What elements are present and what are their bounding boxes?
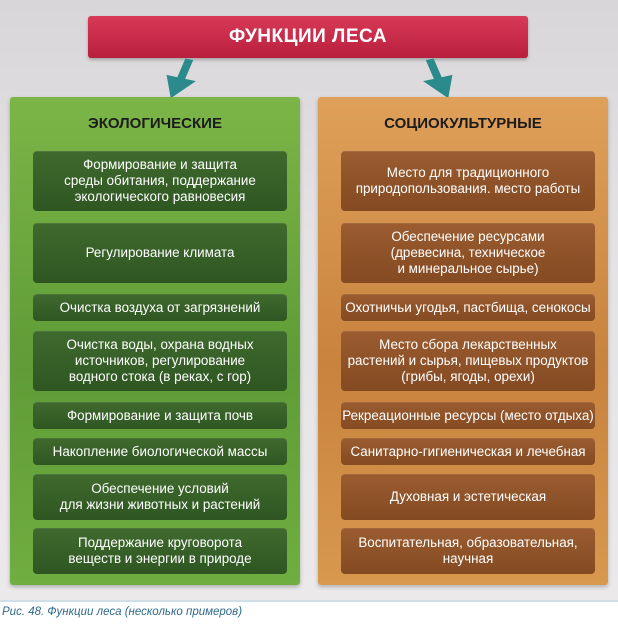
sociocultural-item: Охотничьи угодья, пастбища, сенокосы — [341, 294, 595, 321]
diagram-title: ФУНКЦИИ ЛЕСА — [88, 16, 528, 58]
ecological-item: Поддержание круговорота веществ и энергии в природе — [33, 528, 287, 574]
ecological-item: Обеспечение условий для жизни животных и растений — [33, 474, 287, 520]
ecological-item: Очистка воды, охрана водных источников, регулирование водного стока (в реках, с гор) — [33, 331, 287, 391]
sociocultural-column — [318, 97, 608, 585]
sociocultural-item: Обеспечение ресурсами (древесина, техническое и минеральное сырье) — [341, 223, 595, 283]
sociocultural-item: Санитарно-гигиеническая и лечебная — [341, 438, 595, 465]
sociocultural-item: Рекреационные ресурсы (место отдыха) — [341, 402, 595, 429]
caption-divider — [0, 600, 618, 602]
ecological-column — [10, 97, 300, 585]
ecological-item: Очистка воздуха от загрязнений — [33, 294, 287, 321]
sociocultural-item: Духовная и эстетическая — [341, 474, 595, 520]
sociocultural-item: Место для традиционного природопользования. место работы — [341, 151, 595, 211]
ecological-item: Накопление биологической массы — [33, 438, 287, 465]
ecological-item: Регулирование климата — [33, 223, 287, 283]
arrow-down-left-icon — [163, 56, 199, 102]
arrow-down-right-icon — [420, 56, 456, 102]
sociocultural-item: Воспитательная, образовательная, научная — [341, 528, 595, 574]
ecological-header: ЭКОЛОГИЧЕСКИЕ — [88, 115, 222, 132]
sociocultural-header: СОЦИОКУЛЬТУРНЫЕ — [384, 115, 542, 132]
sociocultural-item: Место сбора лекарственных растений и сырья, пищевых продуктов (грибы, ягоды, орехи) — [341, 331, 595, 391]
ecological-item: Формирование и защита среды обитания, поддержание экологического равновесия — [33, 151, 287, 211]
ecological-item: Формирование и защита почв — [33, 402, 287, 429]
figure-caption: Рис. 48. Функции леса (несколько примеров) — [2, 606, 243, 618]
